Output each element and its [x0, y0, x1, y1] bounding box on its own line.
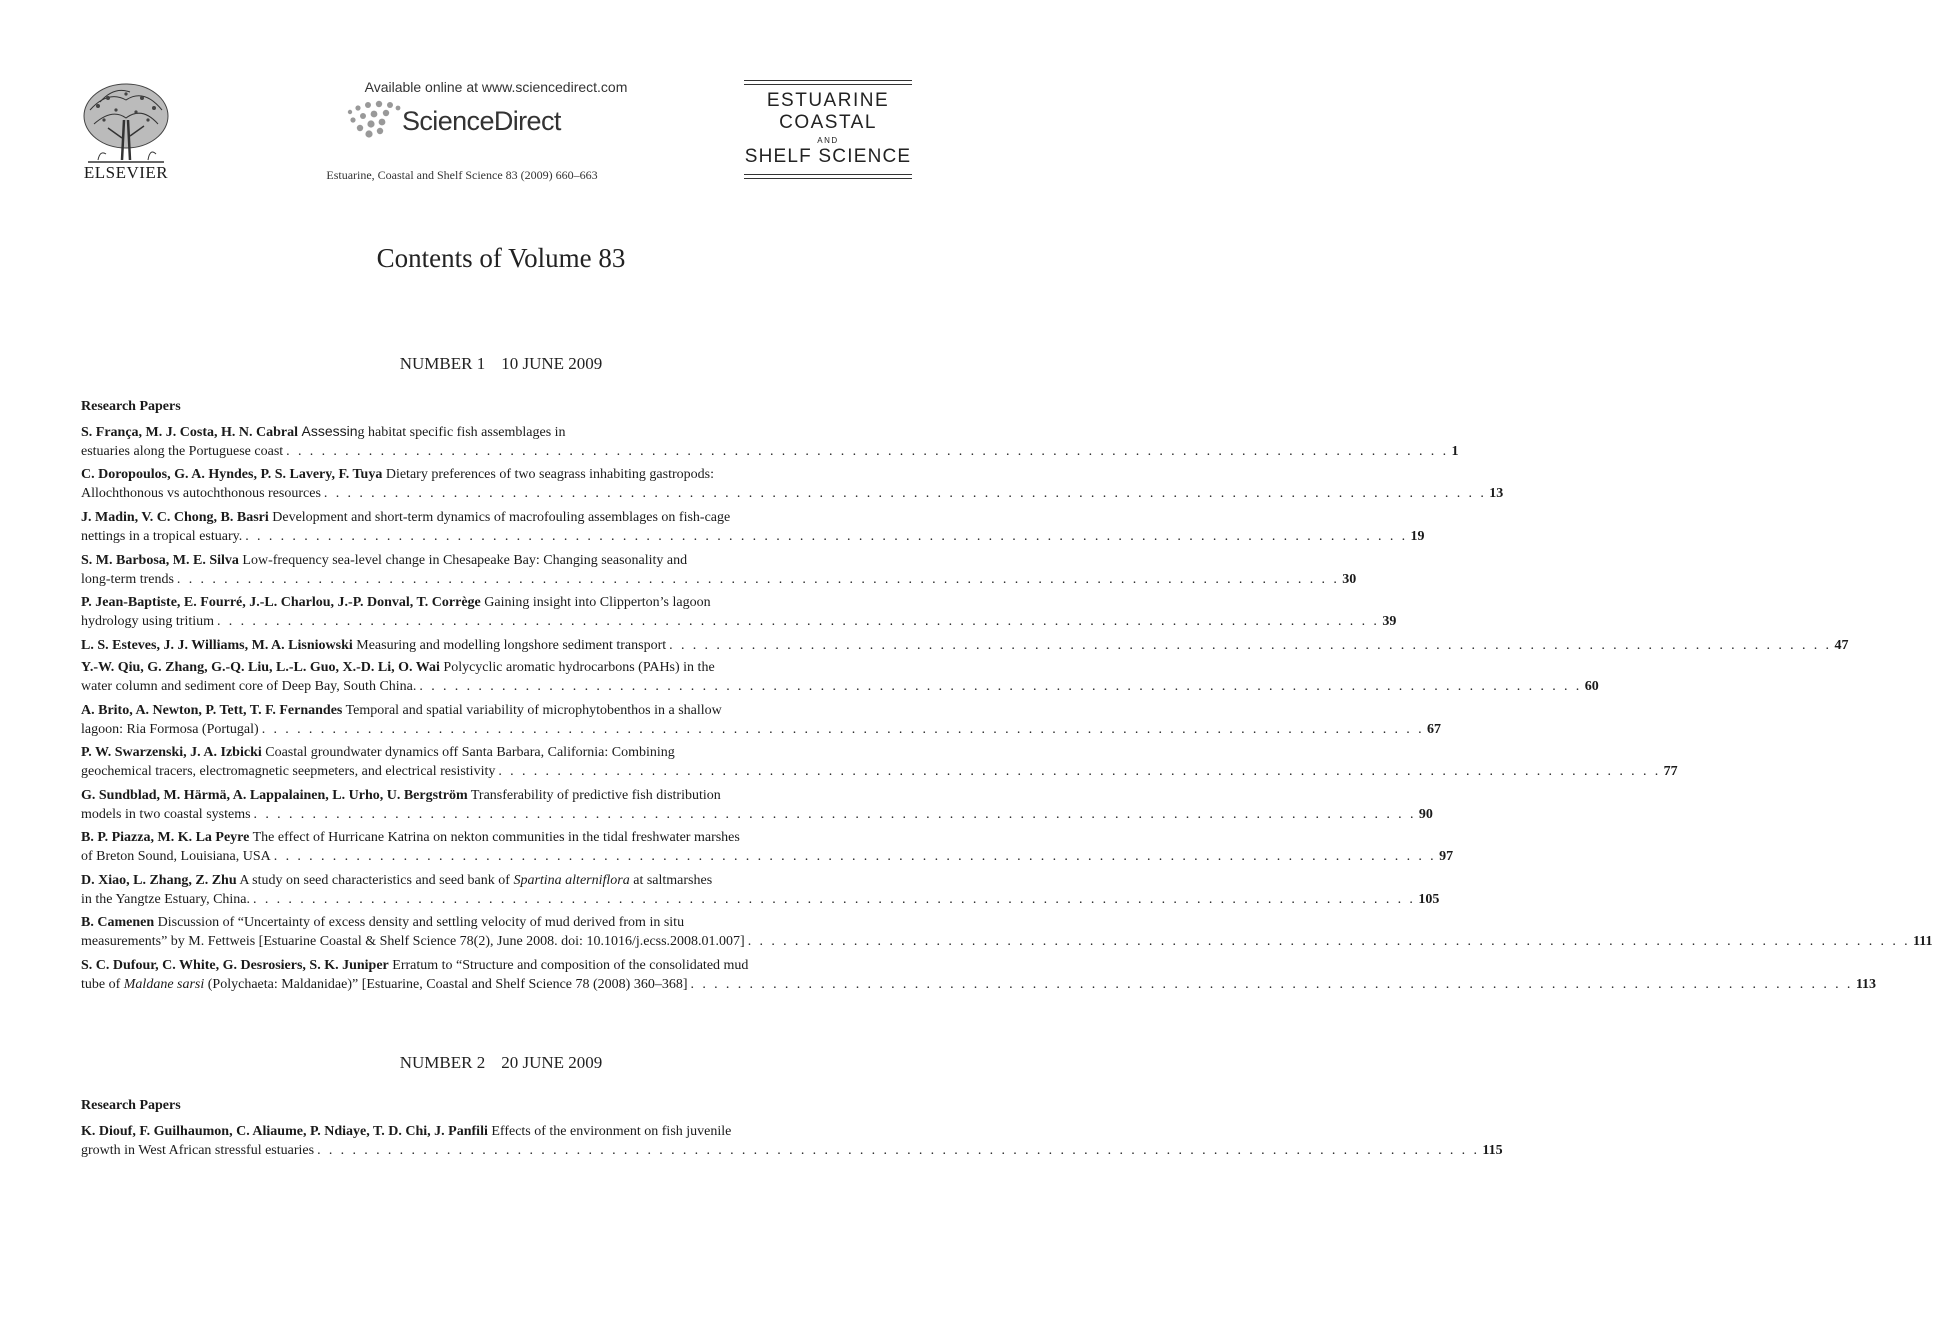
journal-logo [744, 80, 912, 182]
toc-entry[interactable] [81, 658, 1599, 696]
entry-title-line-2: long-term trends [81, 572, 174, 587]
page-header [0, 0, 992, 200]
entry-authors: C. Doropoulos, G. A. Hyndes, P. S. Lavery, F. Tuya [81, 467, 383, 482]
leader-dots: . . . . . . . . . . . . . . . . . . . . . . . . . . . . . . . . . . . . . . . . . . . . . . . . . . . . . . . . . . . . . . . . . . . . . . . . . . . . . . . . . . . . . . . . . . . . . . . . . . . [419, 679, 1582, 694]
entry-authors: S. M. Barbosa, M. E. Silva [81, 553, 239, 568]
entry-title-line-1: Temporal and spatial variability of microphytobenthos in a shallow [345, 703, 722, 718]
entry-title-italic: Spartina alterniflora [513, 873, 630, 888]
leader-dots: . . . . . . . . . . . . . . . . . . . . . . . . . . . . . . . . . . . . . . . . . . . . . . . . . . . . . . . . . . . . . . . . . . . . . . . . . . . . . . . . . . . . . . . . . . . . . . . . . . . [261, 722, 1425, 737]
entry-authors: B. Camenen [81, 915, 155, 930]
journal-citation: Estuarine, Coastal and Shelf Science 83 (2009) 660–663 [326, 168, 598, 182]
sciencedirect-logo[interactable] [344, 100, 584, 142]
leader-dots: . . . . . . . . . . . . . . . . . . . . . . . . . . . . . . . . . . . . . . . . . . . . . . . . . . . . . . . . . . . . . . . . . . . . . . . . . . . . . . . . . . . . . . . . . . . . . . . . . . . [217, 614, 1380, 629]
section-label-research-papers: Research Papers [81, 399, 181, 414]
leader-dots: . . . . . . . . . . . . . . . . . . . . . . . . . . . . . . . . . . . . . . . . . . . . . . . . . . . . . . . . . . . . . . . . . . . . . . . . . . . . . . . . . . . . . . . . . . . . . . . . . . . [286, 444, 1449, 459]
journal-logo-line-4: SHELF SCIENCE [744, 146, 912, 167]
leader-dots: . . . . . . . . . . . . . . . . . . . . . . . . . . . . . . . . . . . . . . . . . . . . . . . . . . . . . . . . . . . . . . . . . . . . . . . . . . . . . . . . . . . . . . . . . . . . . . . . . . . [498, 764, 1661, 779]
entry-title-line-2: geochemical tracers, electromagnetic seepmeters, and electrical resistivity [81, 764, 496, 779]
section-date: 10 JUNE 2009 [501, 354, 603, 373]
entry-title-line-2: (Polychaeta: Maldanidae)” [Estuarine, Coastal and Shelf Science 78 (2008) 360–368] [207, 977, 688, 992]
available-online-text[interactable]: Available online at www.sciencedirect.com [364, 79, 628, 95]
leader-dots: . . . . . . . . . . . . . . . . . . . . . . . . . . . . . . . . . . . . . . . . . . . . . . . . . . . . . . . . . . . . . . . . . . . . . . . . . . . . . . . . . . . . . . . . . . . . . . . . . . . [273, 849, 1437, 864]
entry-title-line-2: Measuring and modelling longshore sediment transport [356, 638, 667, 653]
journal-logo-line-2: COASTAL [779, 112, 877, 133]
entry-page-number: 19 [1410, 529, 1425, 544]
entry-page-number: 113 [1855, 977, 1877, 992]
entry-title-line-2: in the Yangtze Estuary, China. [81, 892, 251, 907]
journal-logo-rule-bottom-2 [744, 178, 912, 179]
toc-entry[interactable] [81, 871, 1440, 909]
toc-entry[interactable] [81, 1122, 1503, 1160]
journal-logo-rule-top [744, 80, 912, 81]
leader-dots: . . . . . . . . . . . . . . . . . . . . . . . . . . . . . . . . . . . . . . . . . . . . . . . . . . . . . . . . . . . . . . . . . . . . . . . . . . . . . . . . . . . . . . . . . . . . . . . . . . . [253, 807, 1416, 822]
section-heading-number-2 [0, 1053, 1002, 1073]
sciencedirect-dots-icon [344, 100, 404, 142]
entry-authors: A. Brito, A. Newton, P. Tett, T. F. Fernandes [81, 703, 343, 718]
section-heading-number-1 [0, 354, 1002, 374]
entry-page-number: 47 [1834, 638, 1849, 653]
entry-page-number: 60 [1584, 679, 1599, 694]
journal-logo-line-1: ESTUARINE [766, 90, 890, 111]
entry-authors: P. W. Swarzenski, J. A. Izbicki [81, 745, 262, 760]
entry-page-number: 97 [1439, 849, 1454, 864]
journal-logo-rule-bottom [744, 174, 912, 175]
entry-authors: B. P. Piazza, M. K. La Peyre [81, 830, 250, 845]
entry-page-number: 105 [1418, 892, 1440, 907]
entry-authors: K. Diouf, F. Guilhaumon, C. Aliaume, P. Ndiaye, T. D. Chi, J. Panfili [81, 1124, 488, 1139]
entry-title-line-2: models in two coastal systems [81, 807, 251, 822]
leader-dots: . . . . . . . . . . . . . . . . . . . . . . . . . . . . . . . . . . . . . . . . . . . . . . . . . . . . . . . . . . . . . . . . . . . . . . . . . . . . . . . . . . . . . . . . . . . . . . . . . . . [747, 934, 1911, 949]
toc-entry[interactable] [81, 786, 1433, 824]
entry-authors: D. Xiao, L. Zhang, Z. Zhu [81, 873, 237, 888]
entry-title-line-2: of Breton Sound, Louisiana, USA [81, 849, 271, 864]
toc-entry[interactable] [81, 956, 1877, 994]
entry-title-line-1: Dietary preferences of two seagrass inhabiting gastropods: [385, 467, 714, 482]
entry-page-number: 30 [1342, 572, 1357, 587]
entry-title-italic: Maldane sarsi [123, 977, 205, 992]
entry-authors: S. C. Dufour, C. White, G. Desrosiers, S. K. Juniper [81, 958, 389, 973]
entry-page-number: 90 [1418, 807, 1433, 822]
toc-entry[interactable] [81, 701, 1442, 739]
toc-entry[interactable] [81, 913, 1933, 951]
leader-dots: . . . . . . . . . . . . . . . . . . . . . . . . . . . . . . . . . . . . . . . . . . . . . . . . . . . . . . . . . . . . . . . . . . . . . . . . . . . . . . . . . . . . . . . . . . . . . . . . . . . [176, 572, 1340, 587]
section-number: NUMBER 2 [399, 1053, 486, 1072]
section-number: NUMBER 1 [399, 354, 486, 373]
entry-authors: P. Jean-Baptiste, E. Fourré, J.-L. Charlou, J.-P. Donval, T. Corrège [81, 595, 481, 610]
entry-title-line-2: water column and sediment core of Deep Bay, South China. [81, 679, 417, 694]
page-title: Contents of Volume 83 [376, 243, 626, 273]
entry-title-line-1: Coastal groundwater dynamics off Santa Barbara, California: Combining [265, 745, 675, 760]
toc-entry[interactable] [81, 551, 1357, 589]
entry-page-number: 77 [1663, 764, 1678, 779]
leader-dots: . . . . . . . . . . . . . . . . . . . . . . . . . . . . . . . . . . . . . . . . . . . . . . . . . . . . . . . . . . . . . . . . . . . . . . . . . . . . . . . . . . . . . . . . . . . . . . . . . . . [690, 977, 1853, 992]
entry-title-line-1: Discussion of “Uncertainty of excess density and settling velocity of mud derived from in situ [157, 915, 685, 930]
journal-logo-line-3: AND [817, 136, 839, 145]
entry-title-line-2: measurements” by M. Fettweis [Estuarine Coastal & Shelf Science 78(2), June 2008. doi: 10.1016/j.ecss.2008.01.007] [81, 934, 745, 949]
entry-title-line-2: nettings in a tropical estuary. [81, 529, 243, 544]
entry-page-number: 1 [1451, 444, 1459, 459]
entry-authors: L. S. Esteves, J. J. Williams, M. A. Lisniowski [81, 638, 353, 653]
section-date: 20 JUNE 2009 [501, 1053, 603, 1072]
entry-title-line-2: estuaries along the Portuguese coast [81, 444, 284, 459]
entry-title-line-1: Erratum to “Structure and composition of the consolidated mud [392, 958, 749, 973]
leader-dots: . . . . . . . . . . . . . . . . . . . . . . . . . . . . . . . . . . . . . . . . . . . . . . . . . . . . . . . . . . . . . . . . . . . . . . . . . . . . . . . . . . . . . . . . . . . . . . . . . . . [253, 892, 1416, 907]
toc-entry[interactable] [81, 828, 1454, 866]
section-label-research-papers: Research Papers [81, 1098, 181, 1113]
entry-page-number: 39 [1382, 614, 1397, 629]
toc-entry[interactable] [81, 743, 1678, 781]
entry-title-line-1: Gaining insight into Clipperton’s lagoon [484, 595, 711, 610]
leader-dots: . . . . . . . . . . . . . . . . . . . . . . . . . . . . . . . . . . . . . . . . . . . . . . . . . . . . . . . . . . . . . . . . . . . . . . . . . . . . . . . . . . . . . . . . . . . . . . . . . . . [323, 486, 1487, 501]
entry-title-line-2-start: tube of [81, 977, 121, 992]
entry-authors: J. Madin, V. C. Chong, B. Basri [81, 510, 269, 525]
entry-authors: Y.-W. Qiu, G. Zhang, G.-Q. Liu, L.-L. Guo, X.-D. Li, O. Wai [81, 660, 440, 675]
toc-entry[interactable] [81, 465, 1504, 503]
entry-authors: S. França, M. J. Costa, H. N. Cabral [81, 425, 298, 440]
entry-title-line-2: hydrology using tritium [81, 614, 214, 629]
entry-title-line-1: Low-frequency sea-level change in Chesapeake Bay: Changing seasonality and [242, 553, 688, 568]
entry-page-number: 115 [1482, 1143, 1503, 1158]
entry-page-number: 111 [1913, 934, 1933, 949]
entry-title-line-2: growth in West African stressful estuaries [81, 1143, 315, 1158]
entry-title-line-1: Development and short-term dynamics of macrofouling assemblages on fish-cage [272, 510, 731, 525]
entry-title-line-1: The effect of Hurricane Katrina on nekton communities in the tidal freshwater marshes [252, 830, 740, 845]
entry-authors: G. Sundblad, M. Härmä, A. Lappalainen, L. Urho, U. Bergström [81, 788, 468, 803]
leader-dots: . . . . . . . . . . . . . . . . . . . . . . . . . . . . . . . . . . . . . . . . . . . . . . . . . . . . . . . . . . . . . . . . . . . . . . . . . . . . . . . . . . . . . . . . . . . . . . . . . . . [245, 529, 1408, 544]
leader-dots: . . . . . . . . . . . . . . . . . . . . . . . . . . . . . . . . . . . . . . . . . . . . . . . . . . . . . . . . . . . . . . . . . . . . . . . . . . . . . . . . . . . . . . . . . . . . . . . . . . . [317, 1143, 1480, 1158]
leader-dots: . . . . . . . . . . . . . . . . . . . . . . . . . . . . . . . . . . . . . . . . . . . . . . . . . . . . . . . . . . . . . . . . . . . . . . . . . . . . . . . . . . . . . . . . . . . . . . . . . . . [669, 638, 1832, 653]
entry-title-start: Assessin [301, 423, 358, 439]
entry-title-line-2: lagoon: Ria Formosa (Portugal) [81, 722, 259, 737]
sciencedirect-wordmark: ScienceDirect [402, 106, 561, 136]
entry-title-line-1: g habitat specific fish assemblages in [357, 425, 566, 440]
toc-entry[interactable] [81, 593, 1397, 631]
toc-entry[interactable] [81, 508, 1425, 546]
entry-title-line-2: Allochthonous vs autochthonous resources [81, 486, 321, 501]
toc-entry[interactable] [81, 636, 1849, 655]
entry-page-number: 67 [1427, 722, 1442, 737]
entry-page-number: 13 [1489, 486, 1504, 501]
elsevier-wordmark: ELSEVIER [83, 163, 169, 182]
entry-title-line-1: A study on seed characteristics and seed bank of [239, 873, 510, 888]
entry-title-line-1-end: at saltmarshes [633, 873, 713, 888]
entry-title-line-1: Transferability of predictive fish distribution [470, 788, 721, 803]
entry-title-line-1: Effects of the environment on fish juvenile [491, 1124, 732, 1139]
journal-logo-rule-top-2 [744, 84, 912, 85]
entry-title-line-1: Polycyclic aromatic hydrocarbons (PAHs) in the [443, 660, 715, 675]
toc-entry[interactable] [81, 422, 1459, 461]
